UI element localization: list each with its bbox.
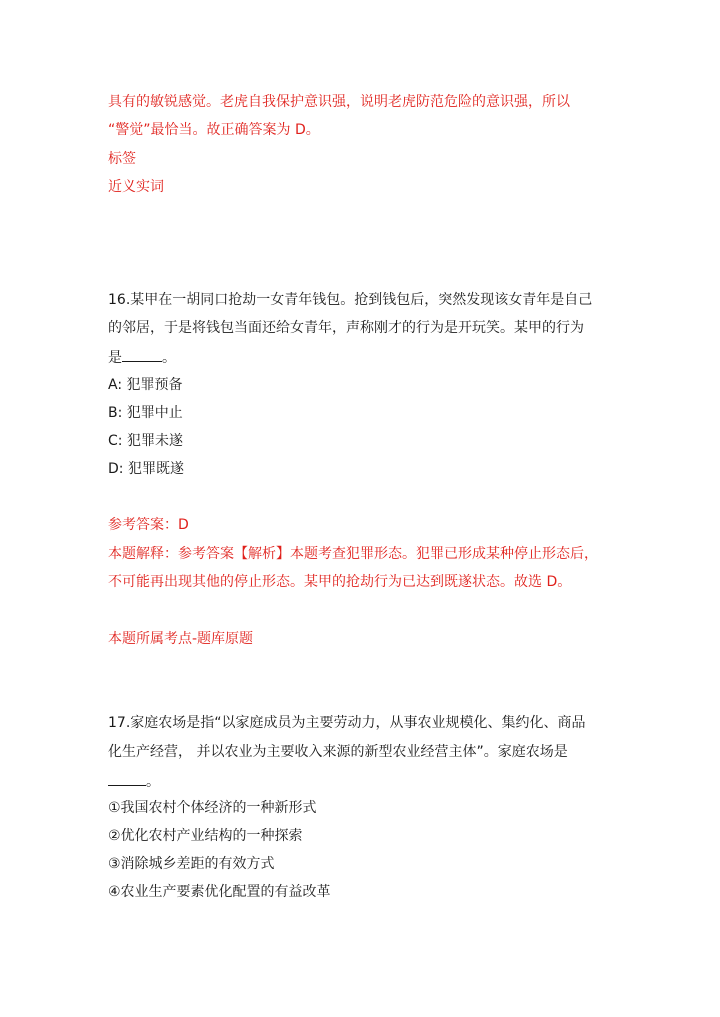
question-16-text: 16.某甲在一胡同口抢劫一女青年钱包。抢到钱包后，突然发现该女青年是自己: [108, 292, 593, 308]
tag-label: 标签: [108, 151, 136, 167]
answer-blank: [108, 771, 146, 786]
question-17-text: 17.家庭农场是指“以家庭成员为主要劳动力，从事农业规模化、集约化、商品: [108, 715, 586, 731]
question-17-text-end: [108, 771, 160, 789]
statement-2: ②优化农村产业结构的一种探索: [108, 828, 303, 844]
explanation-line: 具有的敏锐感觉。老虎自我保护意识强，说明老虎防范危险的意识强，所以: [108, 94, 570, 110]
statement-3: ③消除城乡差距的有效方式: [108, 856, 275, 872]
question-17-suffix: 。: [146, 774, 160, 790]
statement-1: ①我国农村个体经济的一种新形式: [108, 800, 317, 816]
topic-label: 本题所属考点-题库原题: [108, 631, 254, 647]
question-16-text-end: [108, 347, 176, 365]
question-16-text: 的邻居，于是将钱包当面还给女青年，声称刚才的行为是开玩笑。某甲的行为: [108, 320, 584, 336]
explanation-line: “警觉”最恰当。故正确答案为 D。: [108, 122, 320, 138]
statement-4: ④农业生产要素优化配置的有益改革: [108, 884, 331, 900]
option-c: C: 犯罪未遂: [108, 433, 183, 449]
question-16-suffix: 。: [162, 350, 176, 366]
explanation-line: 不可能再出现其他的停止形态。某甲的抢劫行为已达到既遂状态。故选 D。: [108, 574, 572, 590]
option-d: D: 犯罪既遂: [108, 461, 184, 477]
question-17-text: 化生产经营， 并以农业为主要收入来源的新型农业经营主体”。家庭农场是: [108, 744, 568, 760]
question-16-prefix: 是: [108, 350, 122, 366]
answer-blank: [122, 347, 162, 362]
option-a: A: 犯罪预备: [108, 377, 183, 393]
reference-answer: 参考答案：D: [108, 517, 189, 533]
explanation-line: 本题解释：参考答案【解析】本题考查犯罪形态。犯罪已形成某种停止形态后，: [108, 546, 598, 562]
option-b: B: 犯罪中止: [108, 405, 183, 421]
tag-value: 近义实词: [108, 179, 164, 195]
